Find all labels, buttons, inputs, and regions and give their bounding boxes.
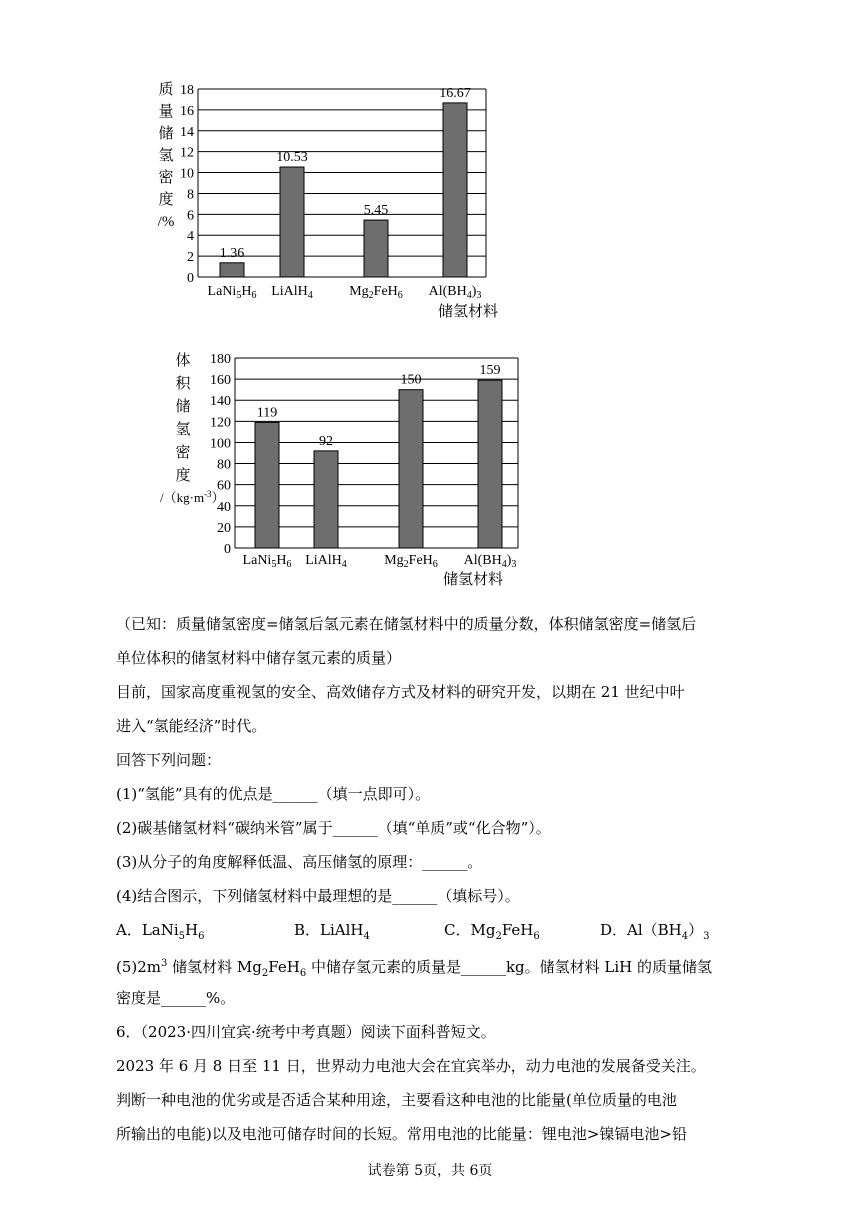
category-subscript: 5 <box>236 290 242 301</box>
question-5-line-2: 密度是______%。 <box>116 989 236 1007</box>
y-label-char: 质 <box>158 82 174 98</box>
page-footer: 试卷第 5页，共 6页 <box>367 1163 493 1179</box>
category-label <box>243 553 292 570</box>
option-c-text: C．Mg <box>444 921 496 939</box>
x-axis-label: 储氢材料 <box>438 304 499 320</box>
y-tick-label: 6 <box>187 208 194 224</box>
bar <box>364 220 388 277</box>
category-label <box>208 284 257 301</box>
category-text: H <box>276 553 287 568</box>
category-text: Mg <box>384 553 404 568</box>
data-label: 150 <box>400 372 422 388</box>
option-d-text: D．Al（BH <box>600 921 682 939</box>
category-subscript: 6 <box>432 559 438 570</box>
category-label <box>429 284 482 301</box>
y-tick-label: 40 <box>217 499 231 515</box>
known-note-line-1: （已知：质量储氢密度=储氢后氢元素在储氢材料中的质量分数，体积储氢密度=储氢后 <box>116 615 697 633</box>
question-4: (4)结合图示，下列储氢材料中最理想的是______（填标号）。 <box>116 887 520 905</box>
mass-hydrogen-density-chart <box>0 0 860 330</box>
category-text: LaNi <box>207 284 237 299</box>
y-tick-label: 4 <box>187 229 194 245</box>
category-subscript: 4 <box>341 559 347 570</box>
category-subscript: 3 <box>476 290 482 301</box>
category-text: Mg <box>349 284 369 299</box>
y-tick-label: 140 <box>210 394 231 410</box>
option-a-text: H <box>185 921 199 939</box>
y-tick-label: 18 <box>180 83 194 98</box>
category-label <box>349 284 403 301</box>
passage-line-2: 判断一种电池的优劣或是否适合某种用途，主要看这种电池的比能量(单位质量的电池 <box>116 1091 677 1109</box>
bar <box>220 263 244 277</box>
subscript: 4 <box>363 931 370 942</box>
category-label <box>464 553 517 570</box>
category-subscript: 5 <box>271 559 277 570</box>
category-text: Al(BH <box>428 284 467 299</box>
y-label-char: 量 <box>158 104 174 120</box>
bar <box>399 390 423 548</box>
category-text: Al(BH <box>463 553 502 568</box>
y-label-char: 储 <box>175 399 191 415</box>
paragraph-line-1: 目前，国家高度重视氢的安全、高效储存方式及材料的研究开发，以期在 21 世纪中叶 <box>116 683 685 701</box>
data-label: 159 <box>479 363 501 379</box>
y-tick-labels <box>180 83 194 286</box>
y-tick-label: 60 <box>217 478 231 494</box>
data-label: 16.67 <box>439 85 471 101</box>
category-subscript: 6 <box>397 290 403 301</box>
option-b <box>294 920 370 947</box>
option-a-text: A．LaNi <box>116 921 179 939</box>
passage-line-3: 所输出的电能)以及电池可储存时间的长短。常用电池的比能量：锂电池>镍镉电池>铅 <box>116 1125 687 1143</box>
unit-text: /（kg·m <box>160 490 205 505</box>
y-tick-label: 80 <box>217 457 231 473</box>
bar <box>255 422 279 548</box>
question-3: (3)从分子的角度解释低温、高压储氢的原理：______。 <box>116 853 483 871</box>
category-label <box>305 553 347 570</box>
y-tick-label: 0 <box>224 542 231 557</box>
category-label <box>271 284 313 301</box>
y-label-char: 积 <box>175 376 191 392</box>
y-tick-label: 120 <box>210 415 231 431</box>
category-labels <box>243 553 517 570</box>
option-c-text: FeH <box>501 921 534 939</box>
unit-superscript: -3 <box>204 489 212 499</box>
subscript: 3 <box>703 931 710 942</box>
data-label: 92 <box>319 433 333 449</box>
y-label-unit <box>160 489 225 505</box>
question-2: (2)碳基储氢材料“碳纳米管”属于______（填“单质”或“化合物”）。 <box>116 819 551 837</box>
y-tick-label: 160 <box>210 373 231 389</box>
category-text: LiAlH <box>271 284 308 299</box>
q5-text: FeH <box>268 958 300 976</box>
passage-line-1: 2023 年 6 月 8 日至 11 日，世界动力电池大会在宜宾举办，动力电池的发展备受关注。 <box>116 1057 706 1075</box>
category-subscript: 2 <box>403 559 409 570</box>
y-label-char: /% <box>157 214 175 230</box>
y-label-char: 密 <box>175 445 191 461</box>
data-label: 5.45 <box>363 203 389 219</box>
y-label-char: 度 <box>158 192 174 208</box>
q5-text: (5)2m <box>116 958 162 976</box>
category-text: FeH <box>373 284 398 299</box>
question-5 <box>116 954 712 984</box>
data-label: 119 <box>256 405 278 421</box>
y-tick-label: 8 <box>187 187 194 203</box>
y-tick-label: 14 <box>180 124 194 140</box>
y-tick-label: 16 <box>180 103 194 119</box>
y-tick-label: 180 <box>210 352 231 367</box>
data-label: 10.53 <box>276 150 308 166</box>
superscript: 3 <box>161 958 168 969</box>
bar <box>314 451 338 548</box>
y-label-char: 氢 <box>158 148 174 164</box>
category-subscript: 3 <box>511 559 517 570</box>
y-tick-label: 12 <box>180 145 194 161</box>
category-text: H <box>241 284 252 299</box>
known-note-line-2: 单位体积的储氢材料中储存氢元素的质量） <box>116 649 402 667</box>
category-subscript: 6 <box>251 290 257 301</box>
bars <box>220 103 467 277</box>
subscript: 6 <box>533 931 540 942</box>
y-tick-labels <box>210 352 231 557</box>
y-label-char: 密 <box>158 170 174 186</box>
subscript: 6 <box>299 968 307 979</box>
x-axis-label: 储氢材料 <box>443 572 504 588</box>
y-label-char: 度 <box>175 468 191 484</box>
bar <box>280 167 304 277</box>
option-d <box>600 920 710 947</box>
option-c <box>444 920 540 947</box>
category-subscript: 4 <box>501 559 507 570</box>
question-6-header: 6．（2023·四川宜宾·统考中考真题）阅读下面科普短文。 <box>116 1023 496 1041</box>
category-text: ) <box>506 553 512 568</box>
y-tick-label: 2 <box>187 250 194 266</box>
subscript: 2 <box>261 968 269 979</box>
y-label-char: 储 <box>158 126 174 142</box>
paragraph-line-2: 进入“氢能经济”时代。 <box>116 717 267 735</box>
category-subscript: 6 <box>286 559 292 570</box>
data-labels <box>257 363 501 449</box>
category-labels <box>208 284 482 301</box>
data-label: 1.36 <box>219 245 245 261</box>
option-b-text: B．LiAlH <box>294 921 364 939</box>
question-1: (1)“氢能”具有的优点是______（填一点即可）。 <box>116 785 431 803</box>
subscript: 5 <box>178 931 186 942</box>
bar <box>443 103 467 277</box>
answer-prompt: 回答下列问题： <box>116 751 222 769</box>
category-subscript: 4 <box>307 290 313 301</box>
y-label-char: 氢 <box>175 422 191 438</box>
subscript: 6 <box>198 931 205 942</box>
volume-hydrogen-density-chart <box>0 330 860 600</box>
y-tick-label: 10 <box>180 166 194 182</box>
bar <box>478 380 502 548</box>
subscript: 2 <box>495 931 502 942</box>
q5-text: 储氢材料 Mg <box>167 958 262 976</box>
category-subscript: 4 <box>466 290 472 301</box>
bars <box>255 380 502 548</box>
option-a <box>116 920 205 947</box>
category-text: LiAlH <box>305 553 342 568</box>
category-label <box>384 553 438 570</box>
category-text: ) <box>471 284 477 299</box>
option-d-text: ） <box>688 921 704 939</box>
y-tick-label: 0 <box>187 271 194 286</box>
y-tick-label: 100 <box>210 436 231 452</box>
y-label-char: 体 <box>175 353 191 369</box>
y-axis-label <box>158 81 175 230</box>
data-labels <box>220 86 471 261</box>
y-tick-label: 20 <box>217 520 231 536</box>
category-subscript: 2 <box>368 290 374 301</box>
q5-text: 中储存氢元素的质量是______kg。储氢材料 LiH 的质量储氢 <box>306 958 713 976</box>
subscript: 4 <box>681 931 689 942</box>
category-text: LaNi <box>242 553 272 568</box>
unit-text: ） <box>211 490 225 505</box>
category-text: FeH <box>408 553 433 568</box>
